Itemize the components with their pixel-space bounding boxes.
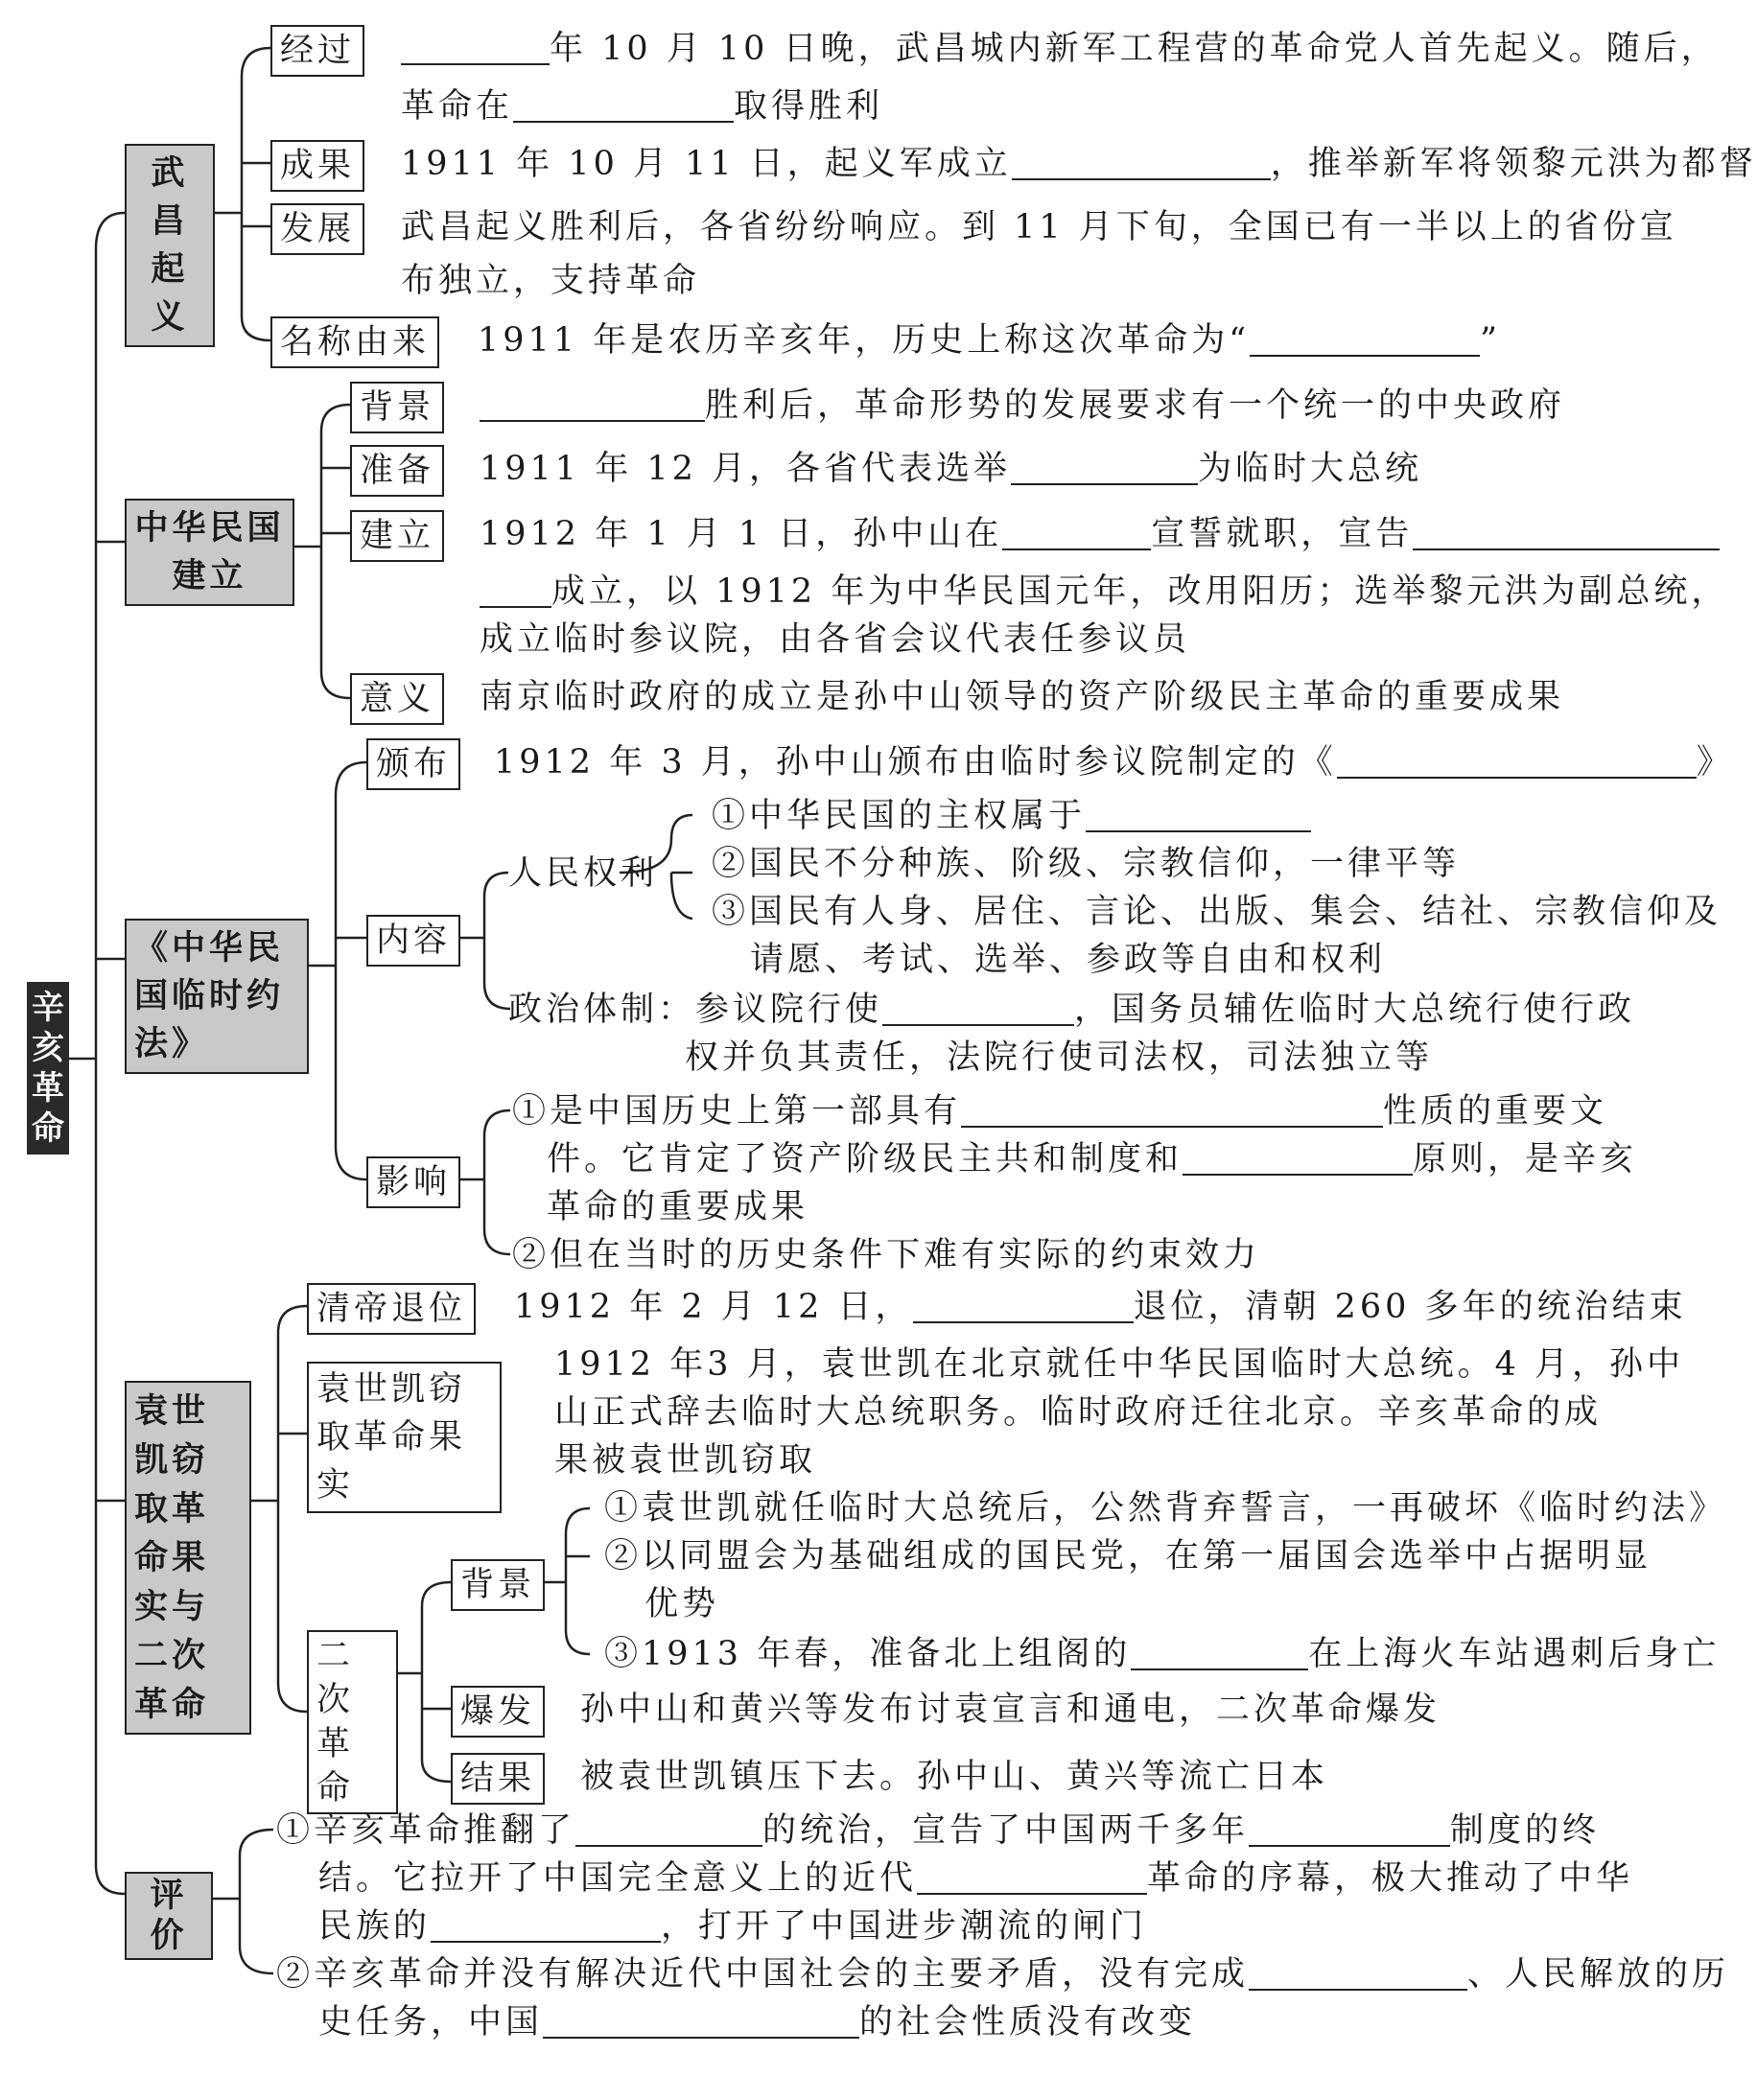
erci-beijing-2b: 优势	[644, 1585, 720, 1623]
qiequ-line1: 1912 年3 月，袁世凯在北京就任中华民国临时大总统。4 月，孙中	[554, 1345, 1684, 1384]
label-chengguo: 成果	[270, 140, 364, 192]
blank	[1011, 449, 1198, 485]
group-evaluation: 评价	[125, 1872, 213, 1960]
blank	[1183, 1139, 1413, 1176]
blank	[1337, 742, 1697, 779]
blank	[917, 1858, 1147, 1895]
yingxiang-1e: 革命的重要成果	[547, 1188, 809, 1226]
root-title-辛亥革命: 辛亥革命	[27, 982, 69, 1155]
mingcheng-line1: 1911 年是农历辛亥年，历史上称这次革命为“ ”	[478, 321, 1501, 360]
label-erci-jieguo: 结果	[451, 1753, 545, 1805]
blank	[480, 572, 551, 608]
tuiwei-line1: 1912 年 2 月 12 日， 退位，清朝 260 多年的统治结束	[514, 1288, 1687, 1326]
erci-beijing-1: ①袁世凯就任临时大总统后，公然背弃誓言，一再破坏《临时约法》	[604, 1489, 1727, 1528]
quanli-1: ①中华民国的主权属于	[712, 792, 1311, 840]
group-roc-founding: 中华民国建立	[125, 499, 294, 606]
yingxiang-1c: 件。它肯定了资产阶级民主共和制度和 原则，是辛亥	[547, 1140, 1638, 1178]
jingguo-line1: 年 10 月 10 日晚，武昌城内新军工程营的革命党人首先起义。随后，	[401, 25, 1719, 73]
blank	[1012, 144, 1271, 180]
label-jingguo: 经过	[270, 25, 364, 77]
erci-beijing-2a: ②以同盟会为基础组成的国民党，在第一届国会选举中占据明显	[604, 1537, 1652, 1575]
erci-beijing-3: ③1913 年春，准备北上组阁的 在上海火车站遇刺后身亡	[604, 1635, 1721, 1673]
pingjia-1a: ①辛亥革命推翻了 的统治，宣告了中国两千多年 制度的终	[276, 1811, 1601, 1850]
label-neirong: 内容	[366, 915, 460, 967]
jianli-line3: 成立临时参议院，由各省会议代表任参议员	[480, 620, 1191, 659]
renmin-quanli: 人民权利	[508, 854, 659, 893]
blank	[575, 1810, 762, 1847]
blank	[961, 1091, 1383, 1128]
blank	[513, 86, 734, 123]
blank	[1413, 514, 1720, 550]
blank	[1250, 320, 1480, 357]
label-yiyi: 意义	[350, 673, 444, 725]
blank	[543, 2002, 859, 2039]
fazhan-line1: 武昌起义胜利后，各省纷纷响应。到 11 月下旬，全国已有一半以上的省份宣	[401, 208, 1677, 246]
label-qiequ: 袁世凯窃取革命果实	[307, 1362, 502, 1513]
quanli-2: ②国民不分种族、阶级、宗教信仰，一律平等	[712, 845, 1461, 883]
quanli-3b: 请愿、考试、选举、参政等自由和权利	[750, 941, 1387, 979]
chengguo-line1: 1911 年 10 月 11 日，起义军成立 ，推举新军将领黎元洪为都督	[401, 145, 1757, 183]
qiequ-line3: 果被袁世凯窃取	[554, 1441, 817, 1480]
blank	[1002, 514, 1151, 550]
blank	[1249, 1954, 1467, 1991]
jingguo-line2: 革命在 取得胜利	[401, 87, 884, 126]
zhengzhi-line2: 权并负其责任，法院行使司法权，司法独立等	[685, 1038, 1434, 1077]
pingjia-1f: 民族的 ，打开了中国进步潮流的闸门	[318, 1907, 1148, 1946]
yingxiang-1a: ①是中国历史上第一部具有 性质的重要文	[512, 1092, 1608, 1131]
jianli-line2: 成立，以 1912 年为中华民国元年，改用阳历；选举黎元洪为副总统，	[480, 568, 1728, 616]
label-banbu: 颁布	[366, 738, 460, 790]
yiyi-line1: 南京临时政府的成立是孙中山领导的资产阶级民主革命的重要成果	[480, 678, 1565, 716]
label-tuiwei: 清帝退位	[307, 1283, 476, 1335]
label-erci-geming: 二次革命	[307, 1630, 398, 1814]
banbu-line1: 1912 年 3 月，孙中山颁布由临时参议院制定的《 》	[494, 743, 1734, 782]
zhengzhi-line1: 政治体制：参议院行使 ，国务员辅佐临时大总统行使行政	[508, 991, 1636, 1029]
blank	[480, 385, 705, 422]
pingjia-2c: 史任务，中国 的社会性质没有改变	[318, 2003, 1197, 2042]
label-fazhan: 发展	[270, 203, 364, 255]
label-yingxiang: 影响	[366, 1156, 460, 1208]
label-zhunbei: 准备	[350, 445, 444, 497]
label-beijing: 背景	[350, 382, 444, 433]
baofa-line1: 孙中山和黄兴等发布讨袁宣言和通电，二次革命爆发	[580, 1691, 1441, 1729]
jianli-line1: 1912 年 1 月 1 日，孙中山在 宣誓就职，宣告	[480, 510, 1720, 558]
group-wuchang-uprising: 武昌起义	[125, 144, 215, 347]
label-erci-beijing: 背景	[451, 1559, 545, 1611]
label-mingcheng: 名称由来	[270, 316, 439, 368]
blank	[431, 1906, 661, 1943]
yingxiang-2: ②但在当时的历史条件下难有实际的约束效力	[512, 1236, 1261, 1274]
fazhan-line2: 布独立，支持革命	[401, 262, 701, 300]
blank	[882, 990, 1074, 1026]
group-provisional-constitution: 《中华民国临时约法》	[125, 919, 309, 1074]
jieguo-line1: 被袁世凯镇压下去。孙中山、黄兴等流亡日本	[580, 1758, 1329, 1796]
quanli-3a: ③国民有人身、居住、言论、出版、集会、结社、宗教信仰及	[712, 893, 1722, 931]
group-yuan-shikai: 袁世凯窃取革命果实与二次革命	[125, 1381, 251, 1735]
blank	[1131, 1634, 1308, 1670]
blank	[1249, 1810, 1450, 1847]
zhunbei-line1: 1911 年 12 月，各省代表选举 为临时大总统	[480, 450, 1423, 488]
minguo-beijing-line1: 胜利后，革命形势的发展要求有一个统一的中央政府	[480, 382, 1565, 430]
blank	[401, 29, 550, 65]
label-jianli: 建立	[350, 510, 444, 562]
blank	[913, 1287, 1134, 1323]
qiequ-line2: 山正式辞去临时大总统职务。临时政府迁往北京。辛亥革命的成	[554, 1393, 1603, 1432]
pingjia-1d: 结。它拉开了中国完全意义上的近代 革命的序幕，极大推动了中华	[318, 1859, 1634, 1898]
label-erci-baofa: 爆发	[451, 1686, 545, 1738]
blank	[1086, 796, 1311, 832]
pingjia-2a: ②辛亥革命并没有解决近代中国社会的主要矛盾，没有完成 、人民解放的历	[276, 1955, 1730, 1994]
